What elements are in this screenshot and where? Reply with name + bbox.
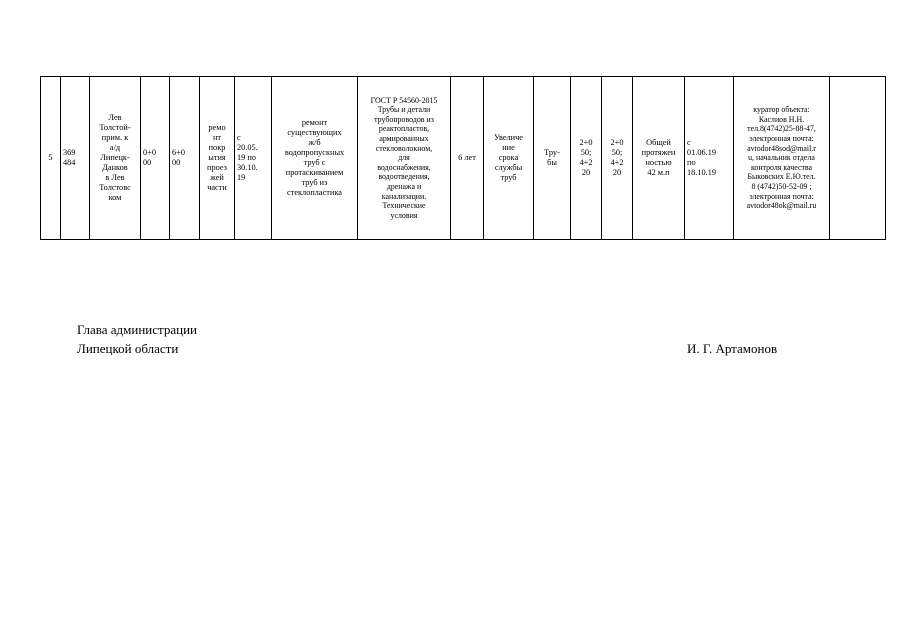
cell-pk-2: 2+0 50; 4+2 20 bbox=[602, 77, 633, 240]
cell-goal: Увеличе ние срока службы труб bbox=[484, 77, 534, 240]
cell-length: Общей протяжен ностью 42 м.п bbox=[633, 77, 685, 240]
cell-extra bbox=[830, 77, 886, 240]
cell-element: Тру- бы bbox=[534, 77, 571, 240]
signature-title-line-1: Глава администрации bbox=[77, 322, 198, 337]
cell-work-description: ремонт существующих ж/б водопропускных труб с протаскиванием труб из стеклопластика bbox=[272, 77, 358, 240]
cell-term: 6 лет bbox=[451, 77, 484, 240]
cell-gost: ГОСТ Р 54560-2015 Трубы и детали трубопроводов из реактопластов, армированных стекловолокном, для водоснабжения, водоотведения, дренажа и канализации. Технические условия bbox=[358, 77, 451, 240]
signature-name: И. Г. Артамонов bbox=[687, 341, 778, 356]
cell-km-start: 0+0 00 bbox=[141, 77, 170, 240]
cell-control-period: с 01.06.19 по 18.10.19 bbox=[685, 77, 734, 240]
signature-title bbox=[77, 320, 197, 358]
signature-title-line-2: Липецкой области bbox=[77, 341, 179, 356]
cell-code: 369 484 bbox=[61, 77, 90, 240]
cell-work-part: ремо нт покр ытия проез жей части bbox=[200, 77, 235, 240]
table-row bbox=[41, 77, 886, 240]
cell-work-period: с 20.05. 19 по 30.10. 19 bbox=[235, 77, 272, 240]
cell-road-name: Лев Толстой- прим. к а/д Липецк- Данков в Лев Толстовс ком bbox=[90, 77, 141, 240]
cell-pk-1: 2+0 50; 4+2 20 bbox=[571, 77, 602, 240]
works-table bbox=[40, 76, 886, 240]
cell-number: 5 bbox=[41, 77, 61, 240]
cell-km-end: 6+0 00 bbox=[170, 77, 200, 240]
cell-curator: куратор объекта: Каслиов Н.Н. тел.8(4742)25-88-47, электронная почта: avtodor48sod@mail.r u, начальник отдела контроля качества Быковских Е.Ю.тел. 8 (4742)50-52-09 ; электронная почта: avtodor48ok@mail.ru bbox=[734, 77, 830, 240]
